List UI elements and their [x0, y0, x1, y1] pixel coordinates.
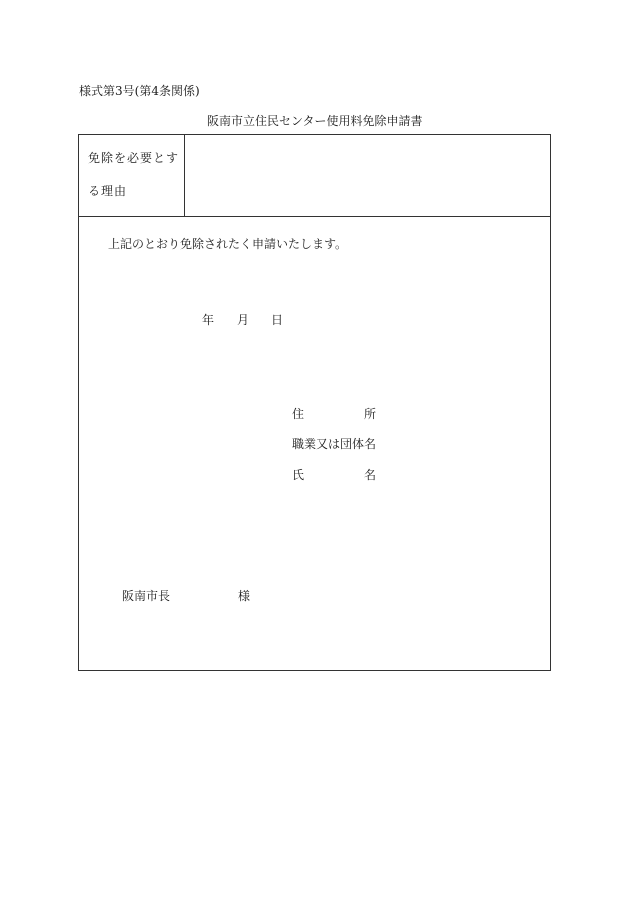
name-label-right: 名: [364, 468, 377, 482]
occupation-label: 職業又は団体名: [292, 437, 377, 451]
reason-row: [79, 135, 550, 217]
recipient-label: 阪南市長: [122, 589, 171, 603]
address-label-right: 所: [364, 407, 377, 421]
application-statement: 上記のとおり免除されたく申請いたします。: [108, 237, 348, 251]
name-label-left: 氏: [292, 468, 305, 482]
form-number: 様式第3号(第4条関係): [79, 84, 200, 98]
reason-label-line2: る理由: [88, 184, 128, 198]
document-title: 阪南市立住民センター使用料免除申請書: [207, 114, 423, 128]
honorific-label: 様: [238, 589, 251, 603]
date-day-label: 日: [271, 313, 284, 327]
date-year-label: 年: [202, 313, 215, 327]
address-label-left: 住: [292, 407, 305, 421]
reason-input-field[interactable]: [185, 135, 550, 216]
reason-label-line1: 免除を必要とす: [88, 151, 180, 165]
reason-label-cell: [79, 135, 185, 216]
date-month-label: 月: [237, 313, 250, 327]
